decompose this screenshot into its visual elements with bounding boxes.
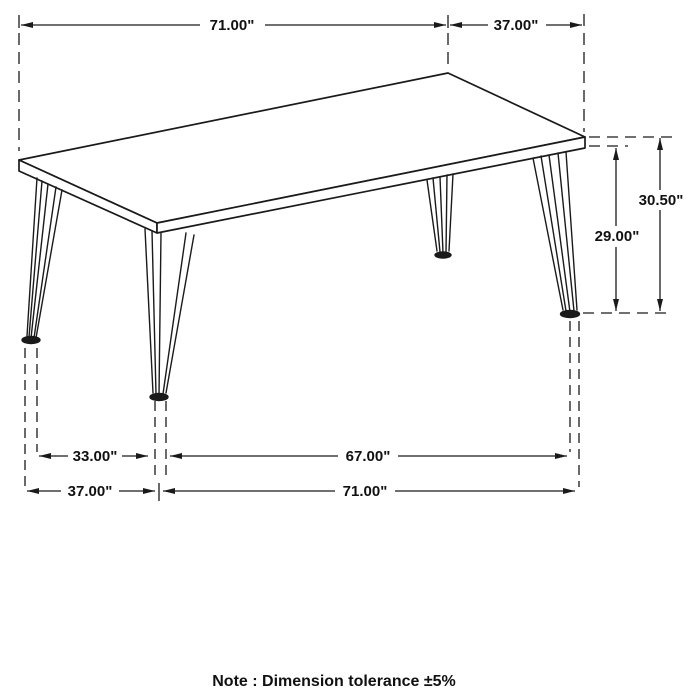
table-leg-back-right	[427, 174, 453, 258]
leg-foot-front-left	[150, 394, 168, 401]
dim-label-base-length: 71.00"	[342, 483, 388, 500]
table-leg-back-left	[22, 178, 62, 344]
dim-top-length	[19, 15, 448, 34]
dim-label-leg-spacing-length: 67.00"	[345, 448, 391, 465]
leg-foot-front-right	[561, 311, 580, 318]
dim-label-top-length: 71.00"	[209, 17, 255, 34]
dim-base-length	[159, 483, 575, 501]
tolerance-note: Note : Dimension tolerance ±5%	[212, 673, 456, 690]
dim-top-width	[450, 17, 582, 34]
table-drawing	[19, 73, 585, 401]
dim-clearance-height	[595, 148, 640, 311]
table-top	[19, 73, 585, 233]
extension-lines	[19, 14, 672, 487]
dim-label-clearance-height: 29.00"	[594, 228, 640, 245]
dim-leg-spacing-length	[170, 448, 567, 465]
table-leg-front-left	[145, 229, 194, 401]
dim-label-leg-spacing-depth: 33.00"	[72, 448, 118, 465]
dim-label-overall-height: 30.50"	[638, 192, 684, 209]
leg-foot-back-right	[435, 252, 451, 258]
table-leg-front-right	[533, 152, 580, 318]
leg-foot-back-left	[22, 337, 40, 344]
dim-base-depth	[27, 483, 155, 500]
dim-label-top-width: 37.00"	[493, 17, 539, 34]
dim-leg-spacing-depth	[39, 448, 148, 465]
dim-overall-height	[639, 138, 684, 311]
dim-label-base-depth: 37.00"	[67, 483, 113, 500]
